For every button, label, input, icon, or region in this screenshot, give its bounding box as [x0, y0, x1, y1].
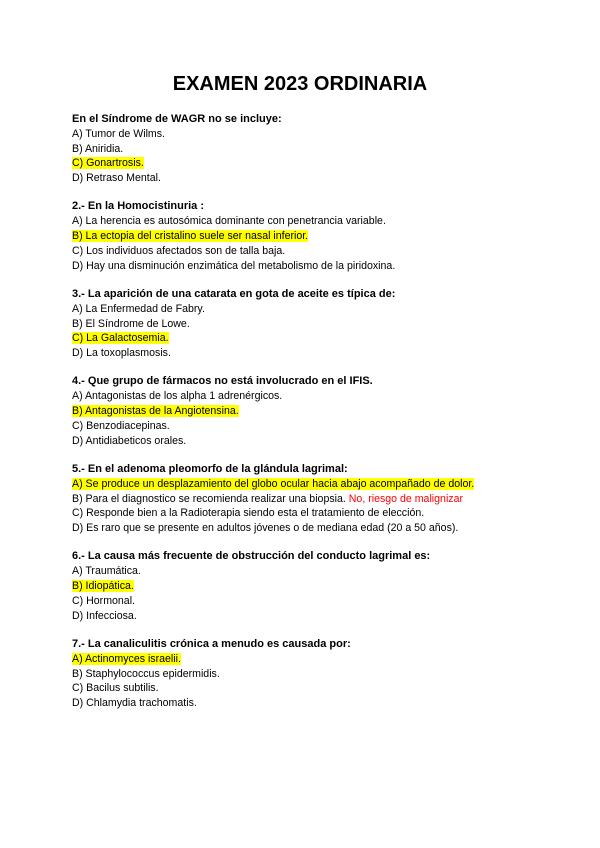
option-text: D) Chlamydia trachomatis. [72, 697, 197, 710]
highlighted-answer: B) Antagonistas de la Angiotensina. [72, 405, 239, 418]
option-text: C) Bacilus subtilis. [72, 682, 159, 695]
option-text: A) La herencia es autosómica dominante con penetrancia variable. [72, 215, 386, 228]
option-a [72, 214, 542, 229]
option-text: A) Antagonistas de los alpha 1 adrenérgicos. [72, 390, 283, 403]
option-text: B) El Síndrome de Lowe. [72, 317, 190, 330]
question-stem: 3.- La aparición de una catarata en gota de aceite es típica de: [72, 287, 396, 300]
option-c [72, 594, 542, 609]
option-text: D) Es raro que se presente en adultos jóvenes o de mediana edad (20 a 50 años). [72, 522, 459, 535]
option-c-answer [72, 331, 542, 346]
option-text: D) Infecciosa. [72, 609, 137, 622]
option-text: D) Antidiabeticos orales. [72, 434, 187, 447]
option-text: C) Hormonal. [72, 594, 135, 607]
question-list [72, 112, 542, 724]
highlighted-answer: C) Gonartrosis. [72, 157, 144, 170]
question-stem: 7.- La canaliculitis crónica a menudo es causada por: [72, 637, 351, 650]
option-b [72, 667, 542, 682]
red-annotation-note: No, riesgo de malignizar [348, 492, 464, 505]
question-5 [72, 462, 542, 536]
question-4 [72, 374, 542, 448]
option-text: A) La Enfermedad de Fabry. [72, 302, 205, 315]
question-2 [72, 199, 542, 273]
option-b [72, 492, 542, 507]
option-a [72, 564, 542, 579]
option-b-answer [72, 579, 542, 594]
option-c [72, 681, 542, 696]
question-stem: En el Síndrome de WAGR no se incluye: [72, 113, 282, 125]
option-text: D) Retraso Mental. [72, 172, 161, 185]
option-c [72, 419, 542, 434]
question-stem: 6.- La causa más frecuente de obstrucción del conducto lagrimal es: [72, 550, 431, 563]
option-text: D) Hay una disminución enzimática del metabolismo de la piridoxina. [72, 259, 396, 272]
option-text: A) Tumor de Wilms. [72, 127, 166, 140]
option-a-answer [72, 652, 542, 667]
highlighted-answer: A) Actinomyces israelii. [72, 652, 181, 665]
highlighted-answer: B) La ectopia del cristalino suele ser nasal inferior. [72, 230, 309, 243]
option-b [72, 317, 542, 332]
option-d [72, 259, 542, 274]
option-d [72, 609, 542, 624]
option-c-answer [72, 156, 542, 171]
option-text: A) Traumática. [72, 565, 141, 578]
highlighted-answer: B) Idiopática. [72, 580, 134, 593]
option-a-answer [72, 477, 542, 492]
highlighted-answer: C) La Galactosemia. [72, 332, 169, 345]
highlighted-answer: A) Se produce un desplazamiento del globo ocular hacia abajo acompañado de dolor. [72, 477, 475, 490]
option-text: B) Aniridia. [72, 142, 124, 155]
option-d [72, 434, 542, 449]
option-text: D) La toxoplasmosis. [72, 347, 171, 360]
question-stem: 4.- Que grupo de fármacos no está involucrado en el IFIS. [72, 375, 373, 388]
option-c [72, 244, 542, 259]
question-3 [72, 287, 542, 361]
option-d [72, 346, 542, 361]
option-d [72, 696, 542, 711]
option-c [72, 506, 542, 521]
option-b-answer [72, 229, 542, 244]
option-d [72, 521, 542, 536]
option-text: C) Los individuos afectados son de talla baja. [72, 244, 286, 257]
question-stem: 5.- En el adenoma pleomorfo de la glándula lagrimal: [72, 462, 348, 475]
question-7 [72, 637, 542, 711]
option-a [72, 127, 542, 142]
option-d [72, 171, 542, 186]
option-text: C) Benzodiacepinas. [72, 419, 170, 432]
option-b [72, 142, 542, 157]
question-1 [72, 112, 542, 186]
option-text: B) Para el diagnostico se recomienda realizar una biopsia. [72, 492, 346, 505]
option-a [72, 389, 542, 404]
option-a [72, 302, 542, 317]
option-b-answer [72, 404, 542, 419]
page-title: EXAMEN 2023 ORDINARIA [172, 73, 428, 95]
question-6 [72, 549, 542, 623]
option-text: B) Staphylococcus epidermidis. [72, 667, 220, 680]
option-text: C) Responde bien a la Radioterapia siendo esta el tratamiento de elección. [72, 507, 425, 520]
question-stem: 2.- En la Homocistinuria : [72, 200, 205, 213]
